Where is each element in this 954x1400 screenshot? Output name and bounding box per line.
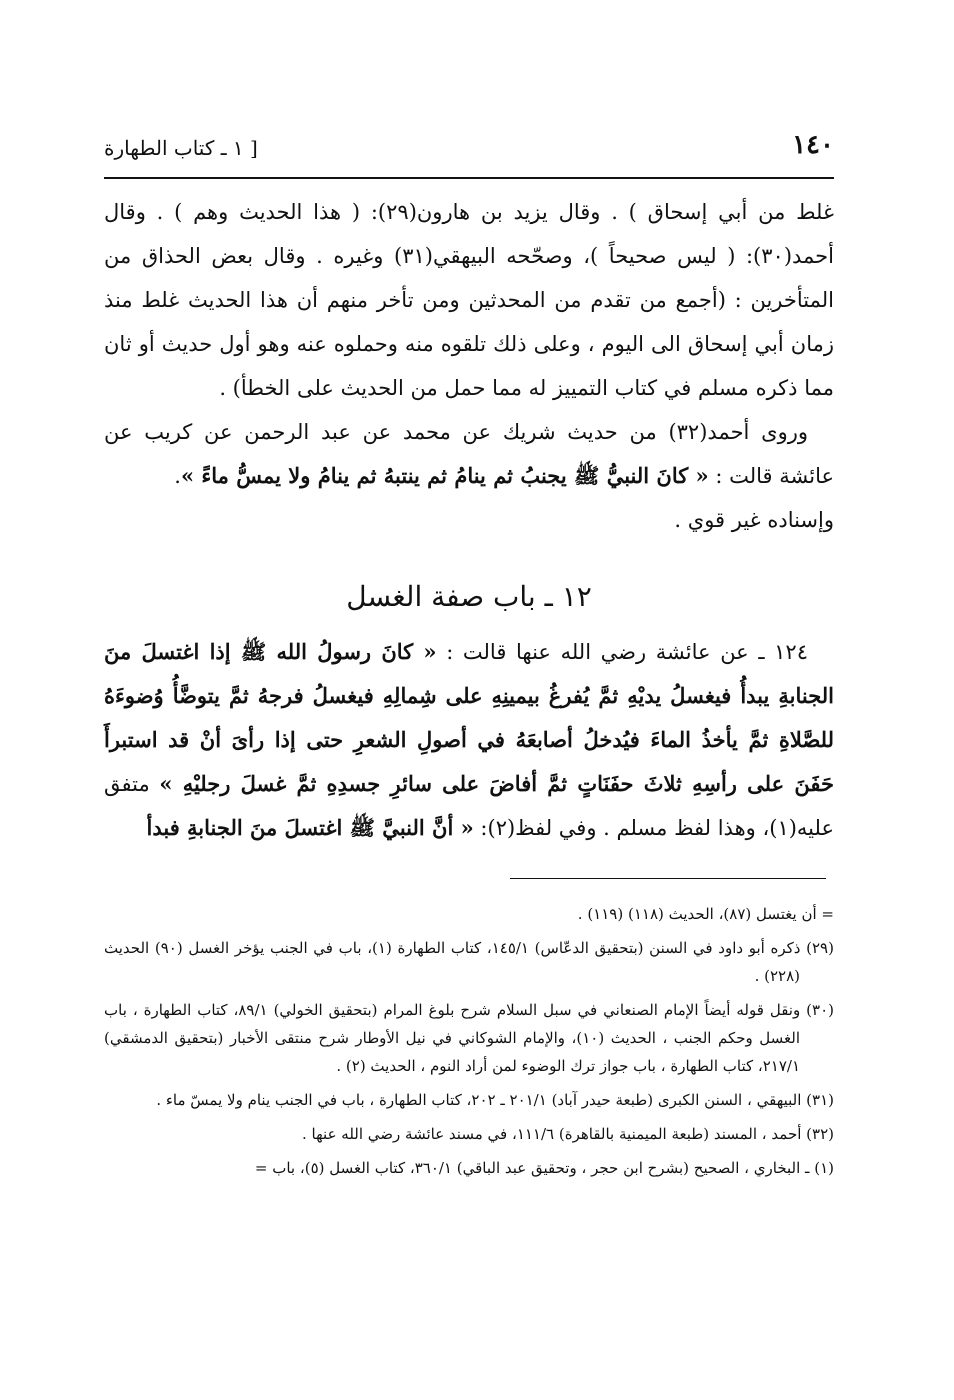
footnote-30: (٣٠) ونقل قوله أيضاً الإمام الصنعاني في سبل السلام شرح بلوغ المرام (بتحقيق الخولي) ٨٩/١، كتاب الطهارة ، باب الغسل وحكم الجنب ، الحديث (١٠)، والإمام الشوكاني في نيل الأوطار شرح منتقى الأخبار (بتحقيق الدمشقي) ٢١٧/١، كتاب الطهارة ، باب جواز ترك الوضوء لمن أراد النوم ، الحديث (٢) . <box>104 1001 834 1075</box>
page-header <box>104 128 834 168</box>
paragraph-2 <box>104 410 834 498</box>
footnote-29: (٢٩) ذكره أبو داود في السنن (بتحقيق الدعّاس) ١٤٥/١، كتاب الطهارة (١)، باب في الجنب يؤخر الغسل (٩٠) الحديث (٢٢٨) . <box>104 939 834 985</box>
hadith-mid: متفق عليه(١)، وهذا لفظ مسلم . وفي لفظ(٢): <box>104 772 834 840</box>
hadith-124 <box>104 630 834 850</box>
header-rule <box>104 177 834 179</box>
footnote-continuation: = أن يغتسل (٨٧)، الحديث (١١٨) (١١٩) . <box>577 905 834 923</box>
hadith-paragraph <box>104 630 834 850</box>
paragraph-3: وإسناده غير قوي . <box>674 508 834 532</box>
footnote-1: (١) ـ البخاري ، الصحيح (بشرح ابن حجر ، وتحقيق عبد الباقي) ٣٦٠/١، كتاب الغسل (٥)، باب = <box>254 1159 834 1177</box>
footnote-32: (٣٢) أحمد ، المسند (طبعة الميمنية بالقاهرة) ١١١/٦، في مسند عائشة رضي الله عنها . <box>302 1125 834 1143</box>
footnote-rule <box>510 878 826 879</box>
body-text <box>104 190 834 542</box>
footnote-31: (٣١) البيهقي ، السنن الكبرى (طبعة حيدر آباد) ٢٠١/١ ـ ٢٠٢، كتاب الطهارة ، باب في الجنب ينام ولا يمسّ ماء . <box>156 1091 834 1109</box>
paragraph-1: غلط من أبي إسحاق ) . وقال يزيد بن هارون(٢٩): ( هذا الحديث وهم ) . وقال أحمد(٣٠): ( ليس صحيحاً )، وصحّحه البيهقي(٣١) وغيره . وقال بعض الحذاق من المتأخرين : (أجمع من تقدم من المحدثين ومن تأخر منهم أن هذا الحديث غلط منذ زمان أبي إسحاق الى اليوم ، وعلى ذلك تلقوه منه وحملوه عنه وهو أول حديث أو ثان مما ذكره مسلم في كتاب التمييز له مما حمل من الحديث على الخطأ) . <box>104 200 835 400</box>
hadith-quote-2: « أنَّ النبيَّ ﷺ اغتسلَ منَ الجنابةِ فبدأ <box>146 815 474 840</box>
running-title: [ ١ ـ كتاب الطهارة <box>104 136 258 160</box>
footnotes <box>104 900 834 1188</box>
hadith-quote-1: « كانَ رسولُ الله ﷺ إذا اغتسلَ منَ الجنابةِ يبدأُ فيغسلُ يديْهِ ثمَّ يُفرغُ بيمينِهِ على شِمالِهِ فيغسلُ فرجهُ ثمَّ يتوضَّأُ وُضوءَهُ للصَّلاةِ ثمَّ يأخذُ الماءَ فيُدخلُ أصابعَهُ في أصولِ الشعرِ حتى إذا رأىَ أنْ قد استبرأَ حَفَنَ على رأسِهِ ثلاثَ حفَنَاتٍ ثمَّ أفاضَ على سائرِ جسدِهِ ثمَّ غسلَ رجليْهِ » <box>104 639 834 796</box>
paragraph-2-end: . <box>174 464 181 488</box>
section-heading: ١٢ ـ باب صفة الغسل <box>346 580 592 613</box>
page-number: ١٤٠ <box>792 130 834 160</box>
paragraph-2-intro: وروى أحمد(٣٢) من حديث شريك عن محمد عن عبد الرحمن عن كريب عن عائشة قالت : <box>104 420 834 488</box>
hadith-intro: ١٢٤ ـ عن عائشة رضي الله عنها قالت : <box>436 640 808 664</box>
hadith-quote-aisha: « كانَ النبيُّ ﷺ يجنبُ ثم ينامُ ثم ينتبهُ ثم ينامُ ولا يمسُّ ماءً » <box>180 463 709 488</box>
